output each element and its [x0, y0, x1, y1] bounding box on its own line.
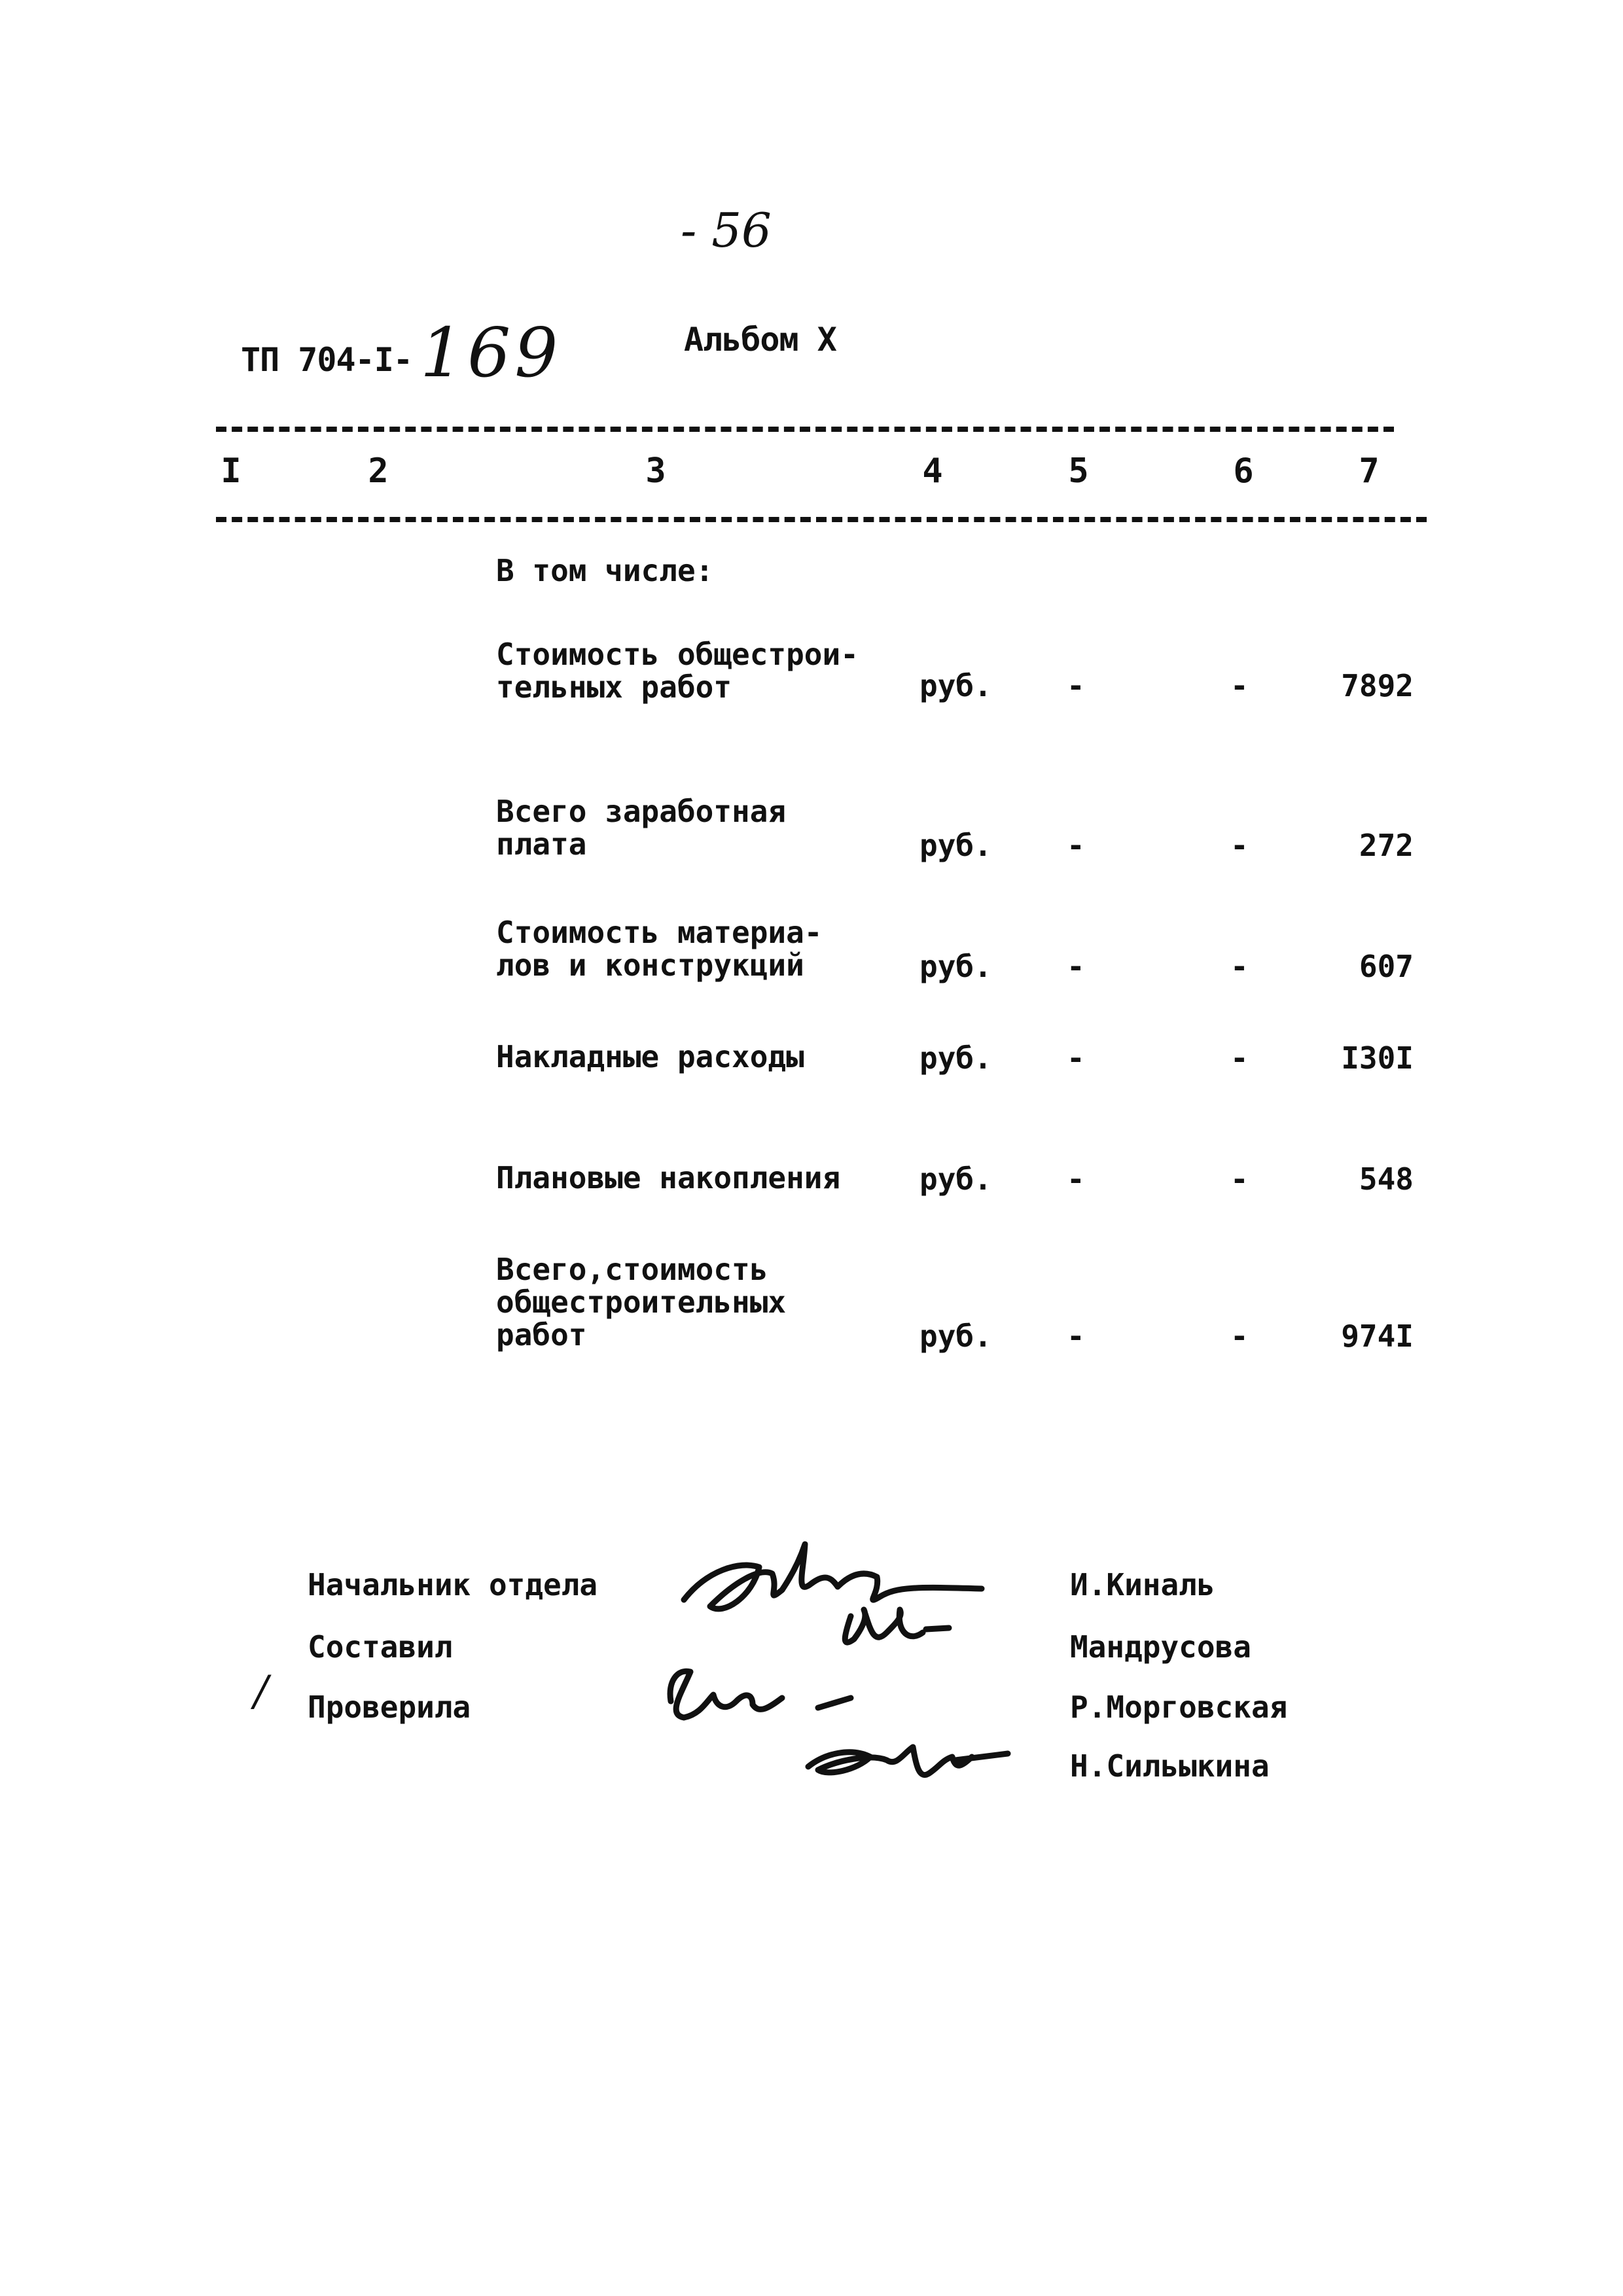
row-col5: - [1067, 668, 1085, 703]
row-description: Стоимость материа- лов и конструкций [496, 915, 823, 983]
signature-role: Проверила [308, 1689, 471, 1725]
row-col5: - [1067, 949, 1085, 984]
signature-role: Начальник отдела [308, 1567, 598, 1602]
row-description: Накладные расходы [496, 1039, 804, 1074]
column-header-5: 5 [1068, 451, 1089, 491]
row-unit: руб. [919, 828, 992, 863]
row-col6: - [1230, 1040, 1249, 1076]
signature-name: Н.Сильыкина [1070, 1748, 1270, 1784]
row-description: Стоимость общестрои- тельных работ [496, 637, 859, 705]
row-value: I30I [1341, 1040, 1414, 1076]
row-col6: - [1230, 668, 1249, 703]
signature-second-checker [808, 1747, 1008, 1775]
row-unit: руб. [919, 1161, 992, 1197]
signature-checker [670, 1671, 851, 1718]
row-col5: - [1067, 828, 1085, 863]
document-code-printed: ТП 704-I- [241, 341, 412, 379]
row-unit: руб. [919, 949, 992, 984]
column-header-3: 3 [645, 451, 666, 491]
row-value: 607 [1359, 949, 1414, 984]
signature-head-of-department [684, 1544, 982, 1609]
column-header-6: 6 [1233, 451, 1254, 491]
page-number: - 56 [681, 203, 772, 258]
row-col5: - [1067, 1161, 1085, 1197]
row-value: 272 [1359, 828, 1414, 863]
row-description: Всего заработная плата [496, 794, 787, 862]
row-description: Плановые накопления [496, 1160, 841, 1195]
row-unit: руб. [919, 1318, 992, 1354]
row-col6: - [1230, 949, 1249, 984]
row-unit: руб. [919, 1040, 992, 1076]
column-header-7: 7 [1359, 451, 1380, 491]
row-col5: - [1067, 1318, 1085, 1354]
signature-name: Мандрусова [1070, 1629, 1251, 1665]
signature-name: Р.Морговская [1070, 1689, 1288, 1725]
row-description: Всего,стоимость общестроительных работ [496, 1252, 787, 1352]
row-value: 548 [1359, 1161, 1414, 1197]
column-header-1: I [221, 451, 241, 491]
column-header-4: 4 [922, 451, 943, 491]
row-value: 7892 [1341, 668, 1414, 703]
row-col6: - [1230, 828, 1249, 863]
document-code-handwritten: 169 [419, 313, 562, 393]
row-col5: - [1067, 1040, 1085, 1076]
row-unit: руб. [919, 668, 992, 703]
row-value: 974I [1341, 1318, 1414, 1354]
signature-name: И.Киналь [1070, 1567, 1215, 1602]
row-col6: - [1230, 1318, 1249, 1354]
row-col6: - [1230, 1161, 1249, 1197]
column-header-2: 2 [368, 451, 389, 491]
signature-role: Составил [308, 1629, 453, 1665]
section-intro: В том числе: [496, 553, 714, 588]
album-title: Альбом X [684, 321, 836, 359]
check-mark: / [254, 1667, 268, 1716]
signature-compiler [845, 1610, 949, 1642]
